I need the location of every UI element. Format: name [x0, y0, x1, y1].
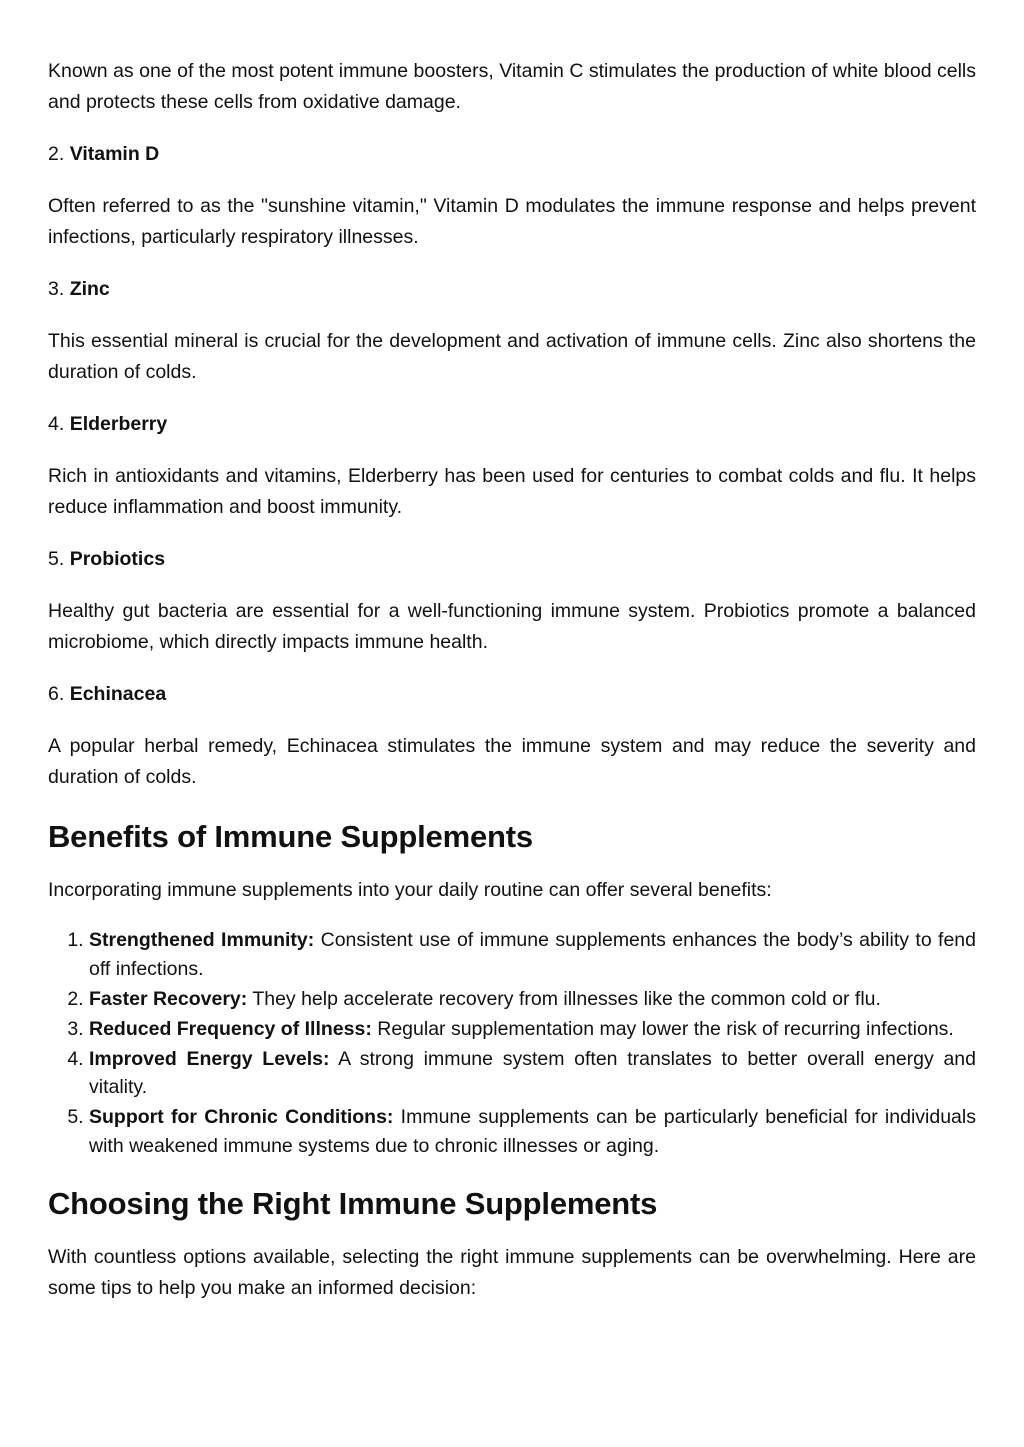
- item-number: 6.: [48, 683, 65, 705]
- item-title: Zinc: [69, 278, 110, 300]
- benefit-text: They help accelerate recovery from illnesses like the common cold or flu.: [247, 987, 881, 1010]
- benefit-label: Improved Energy Levels:: [89, 1047, 330, 1070]
- benefit-text: Immune supplements can be particularly beneficial for individuals with weakened immune systems due to chronic illnesses or aging.: [89, 1106, 976, 1157]
- list-item: [89, 926, 976, 983]
- list-item: [89, 1045, 976, 1102]
- item-heading-elderberry: [48, 409, 976, 440]
- benefits-intro: Incorporating immune supplements into your daily routine can offer several benefits:: [48, 879, 772, 901]
- item-title: Echinacea: [69, 683, 167, 705]
- benefit-label: Support for Chronic Conditions:: [89, 1106, 394, 1128]
- vitamin-c-description: Known as one of the most potent immune boosters, Vitamin C stimulates the production of white blood cells and protects these cells from oxidative damage.: [48, 60, 976, 113]
- benefit-label: Faster Recovery:: [89, 987, 248, 1010]
- benefit-text: Consistent use of immune supplements enhances the body’s ability to fend off infections.: [89, 929, 976, 980]
- benefit-label: Reduced Frequency of Illness:: [89, 1017, 372, 1040]
- item-title: Vitamin D: [69, 143, 160, 165]
- benefit-text: A strong immune system often translates to better overall energy and vitality.: [89, 1047, 976, 1098]
- vitamin-d-description: Often referred to as the "sunshine vitamin," Vitamin D modulates the immune response and helps prevent infections, particularly respiratory illnesses.: [48, 195, 976, 248]
- elderberry-description: Rich in antioxidants and vitamins, Elderberry has been used for centuries to combat colds and flu. It helps reduce inflammation and boost immunity.: [48, 465, 976, 518]
- probiotics-description: Healthy gut bacteria are essential for a well-functioning immune system. Probiotics promote a balanced microbiome, which directly impacts immune health.: [48, 600, 976, 653]
- item-number: 3.: [48, 278, 65, 300]
- benefits-list: [48, 926, 976, 1160]
- list-item: [89, 1015, 976, 1044]
- echinacea-description: A popular herbal remedy, Echinacea stimulates the immune system and may reduce the severity and duration of colds.: [48, 735, 976, 788]
- item-number: 2.: [48, 143, 65, 165]
- item-title: Probiotics: [69, 548, 166, 570]
- item-number: 4.: [48, 413, 65, 435]
- item-heading-vitamin-d: [48, 139, 976, 170]
- choosing-intro: With countless options available, selecting the right immune supplements can be overwhelming. Here are some tips to help you make an informed decision:: [48, 1245, 976, 1299]
- choosing-heading: Choosing the Right Immune Supplements: [48, 1185, 658, 1221]
- list-item: [89, 1103, 976, 1160]
- item-heading-echinacea: [48, 679, 976, 710]
- item-title: Elderberry: [69, 413, 168, 435]
- benefit-label: Strengthened Immunity:: [89, 929, 315, 951]
- benefits-heading: Benefits of Immune Supplements: [48, 819, 533, 854]
- item-number: 5.: [48, 548, 65, 570]
- zinc-description: This essential mineral is crucial for the development and activation of immune cells. Zinc also shortens the duration of colds.: [48, 330, 976, 383]
- item-heading-probiotics: [48, 544, 976, 575]
- list-item: [89, 985, 976, 1014]
- document-page: [48, 56, 976, 1304]
- benefit-text: Regular supplementation may lower the risk of recurring infections.: [371, 1017, 954, 1040]
- item-heading-zinc: [48, 274, 976, 305]
